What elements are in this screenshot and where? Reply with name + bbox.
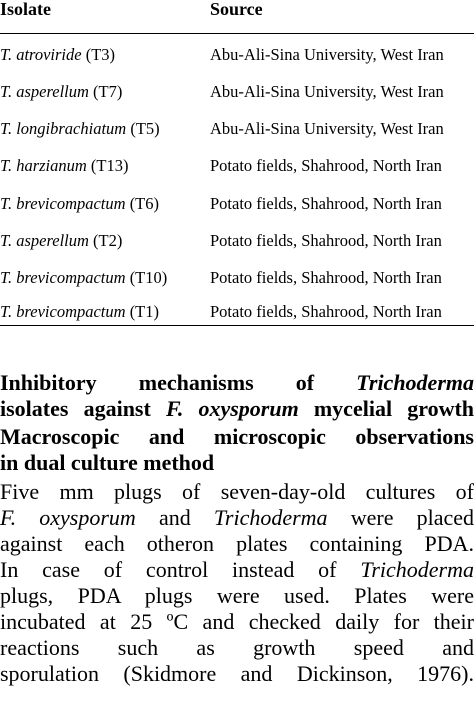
table-header xyxy=(0,0,474,30)
source-cell: Potato fields, Shahrood, North Iran xyxy=(210,302,442,321)
isolate-genus: T. xyxy=(0,302,13,321)
isolate-code: (T13) xyxy=(90,156,129,175)
isolate-cell xyxy=(0,226,122,256)
source-cell: Potato fields, Shahrood, North Iran xyxy=(210,268,442,287)
source-cell: Potato fields, Shahrood, North Iran xyxy=(210,231,442,250)
paragraph-italic: Trichoderma xyxy=(213,505,328,530)
isolate-genus: T. xyxy=(0,119,13,138)
paragraph-line xyxy=(0,557,474,583)
table-row xyxy=(0,151,474,181)
table-row xyxy=(0,114,474,144)
isolate-code: (T3) xyxy=(85,45,116,64)
source-cell: Abu-Ali-Sina University, West Iran xyxy=(210,82,444,101)
isolate-species: brevicompactum xyxy=(16,302,126,321)
isolate-species: atroviride xyxy=(16,45,82,64)
isolate-species: harzianum xyxy=(16,156,87,175)
isolate-cell xyxy=(0,151,129,181)
table-row xyxy=(0,297,474,327)
isolate-genus: T. xyxy=(0,82,13,101)
paragraph-line xyxy=(0,661,474,687)
isolate-code: (T2) xyxy=(93,231,123,250)
paragraph-text: against each otheron plates containing PDA. xyxy=(0,531,474,556)
paragraph-line xyxy=(0,531,474,557)
isolate-cell xyxy=(0,189,159,219)
isolate-species: asperellum xyxy=(16,231,89,250)
table-row xyxy=(0,40,474,70)
paragraph-text: incubated at 25 ºC and checked daily for their xyxy=(0,609,474,634)
isolate-code: (T6) xyxy=(129,194,160,213)
isolate-code: (T5) xyxy=(130,119,160,138)
source-cell: Potato fields, Shahrood, North Iran xyxy=(210,156,442,175)
paragraph-text: and xyxy=(158,505,191,530)
heading-genus-italic: Trichoderma xyxy=(356,370,474,395)
isolate-species: brevicompactum xyxy=(16,268,126,287)
subheading-text: Macroscopic and microscopic observations xyxy=(0,424,474,449)
table-row xyxy=(0,189,474,219)
isolate-cell xyxy=(0,263,167,293)
source-cell: Potato fields, Shahrood, North Iran xyxy=(210,194,442,213)
column-header-isolate: Isolate xyxy=(0,0,51,19)
source-cell: Abu-Ali-Sina University, West Iran xyxy=(210,45,444,64)
table-row xyxy=(0,77,474,107)
paragraph-text: In case of control instead of xyxy=(0,557,337,582)
heading-text: Inhibitory mechanisms of xyxy=(0,370,315,395)
paragraph-line xyxy=(0,505,474,531)
subheading-text: in dual culture method xyxy=(0,450,215,475)
isolate-genus: T. xyxy=(0,194,13,213)
subsection-heading-line xyxy=(0,450,474,476)
table-row xyxy=(0,263,474,293)
paragraph-italic: Trichoderma xyxy=(360,557,474,582)
paragraph-text: Five mm plugs of seven-day-old cultures of xyxy=(0,479,474,504)
section-heading-line xyxy=(0,396,474,422)
isolate-genus: T. xyxy=(0,268,13,287)
isolate-genus: T. xyxy=(0,231,13,250)
isolate-cell xyxy=(0,77,122,107)
isolate-cell xyxy=(0,40,115,70)
isolate-species: brevicompactum xyxy=(16,194,126,213)
table-header-rule xyxy=(0,33,474,34)
isolate-genus: T. xyxy=(0,45,13,64)
paragraph-text: sporulation (Skidmore and Dickinson, 1976). xyxy=(0,661,474,686)
table-row xyxy=(0,226,474,256)
section-heading-line xyxy=(0,370,474,396)
paragraph-text: plugs, PDA plugs were used. Plates were xyxy=(0,583,474,608)
heading-text: mycelial growth xyxy=(313,396,474,421)
paragraph-line xyxy=(0,635,474,661)
source-cell: Abu-Ali-Sina University, West Iran xyxy=(210,119,444,138)
isolate-species: longibrachiatum xyxy=(16,119,127,138)
isolate-species: asperellum xyxy=(16,82,89,101)
column-header-source: Source xyxy=(210,0,263,19)
paragraph-text: were placed xyxy=(350,505,474,530)
paragraph-line xyxy=(0,479,474,505)
isolate-cell xyxy=(0,114,160,144)
heading-text: isolates against xyxy=(0,396,151,421)
subsection-heading-line xyxy=(0,424,474,450)
isolate-code: (T1) xyxy=(129,302,160,321)
isolate-code: (T10) xyxy=(129,268,168,287)
isolate-code: (T7) xyxy=(93,82,123,101)
paragraph-text: reactions such as growth speed and xyxy=(0,635,474,660)
paragraph-line xyxy=(0,583,474,609)
isolate-cell xyxy=(0,297,159,327)
heading-species-italic: F. oxysporum xyxy=(165,396,299,421)
paragraph-italic: F. oxysporum xyxy=(0,505,136,530)
table-bottom-rule xyxy=(0,325,474,326)
paragraph-line xyxy=(0,609,474,635)
isolate-genus: T. xyxy=(0,156,13,175)
